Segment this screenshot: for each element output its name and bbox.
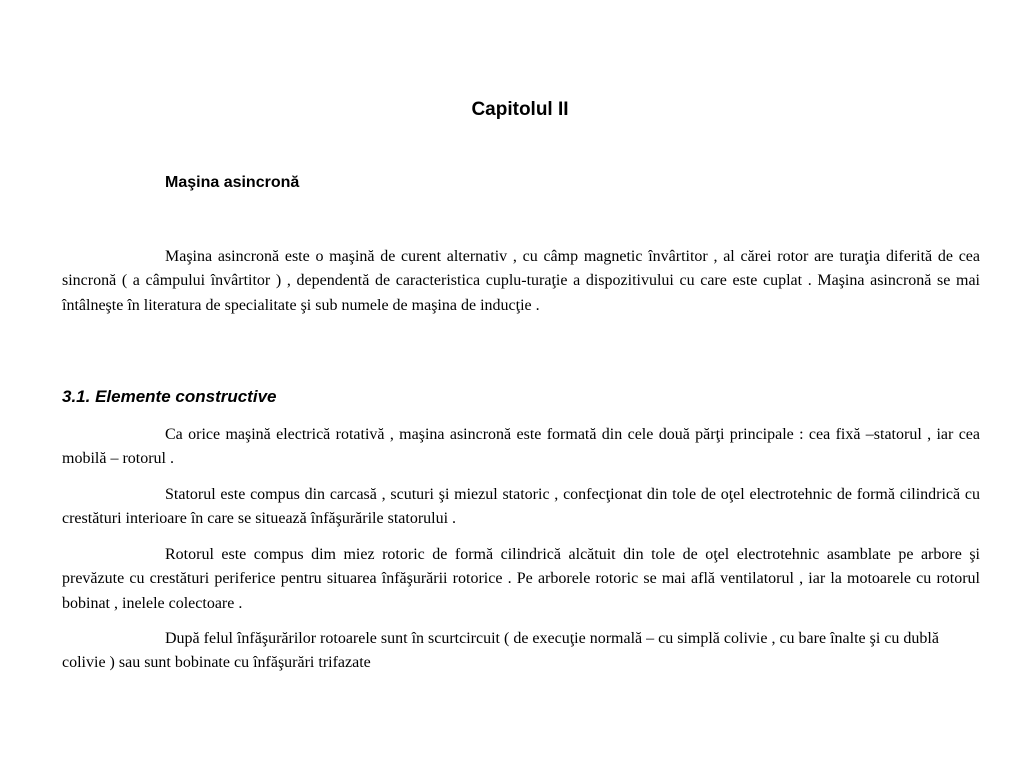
section-title: Maşina asincronă	[165, 174, 300, 191]
intro-paragraph: Maşina asincronă este o maşină de curent alternativ , cu câmp magnetic învârtitor , al cărei rotor are turaţia diferită de cea sincronă ( a câmpului învârtitor ) , dependentă de caracteristica cuplu-turaţie a dispozitivului cu care este cuplat . Maşina asincronă se mai întâlneşte în literatura de specialitate şi sub numele de maşina de inducţie .	[62, 248, 980, 314]
paragraph-stator: Statorul este compus din carcasă , scuturi şi miezul statoric , confecţionat din tole de oţel electrotehnic de formă cilindrică cu crestături interioare în care se situează înfăşurările statorului .	[62, 486, 980, 528]
subsection-title: 3.1. Elemente constructive	[62, 387, 277, 406]
paragraph-windings: După felul înfăşurărilor rotoarele sunt în scurtcircuit ( de execuţie normală – cu simplă colivie , cu bare înalte şi cu dublă colivie ) sau sunt bobinate cu înfăşurări trifazate	[62, 630, 939, 672]
paragraph-rotor: Rotorul este compus dim miez rotoric de formă cilindrică alcătuit din tole de oţel electrotehnic asamblate pe arbore şi prevăzute cu crestături periferice pentru situarea înfăşurării rotorice . Pe arborele rotoric se mai află ventilatorul , iar la motoarele cu rotorul bobinat , inelele colectoare .	[62, 546, 980, 612]
chapter-title: Capitolul II	[471, 99, 569, 120]
paragraph-parts: Ca orice maşină electrică rotativă , maşina asincronă este formată din cele două părţi principale : cea fixă –statorul , iar cea mobilă – rotorul .	[62, 426, 980, 468]
